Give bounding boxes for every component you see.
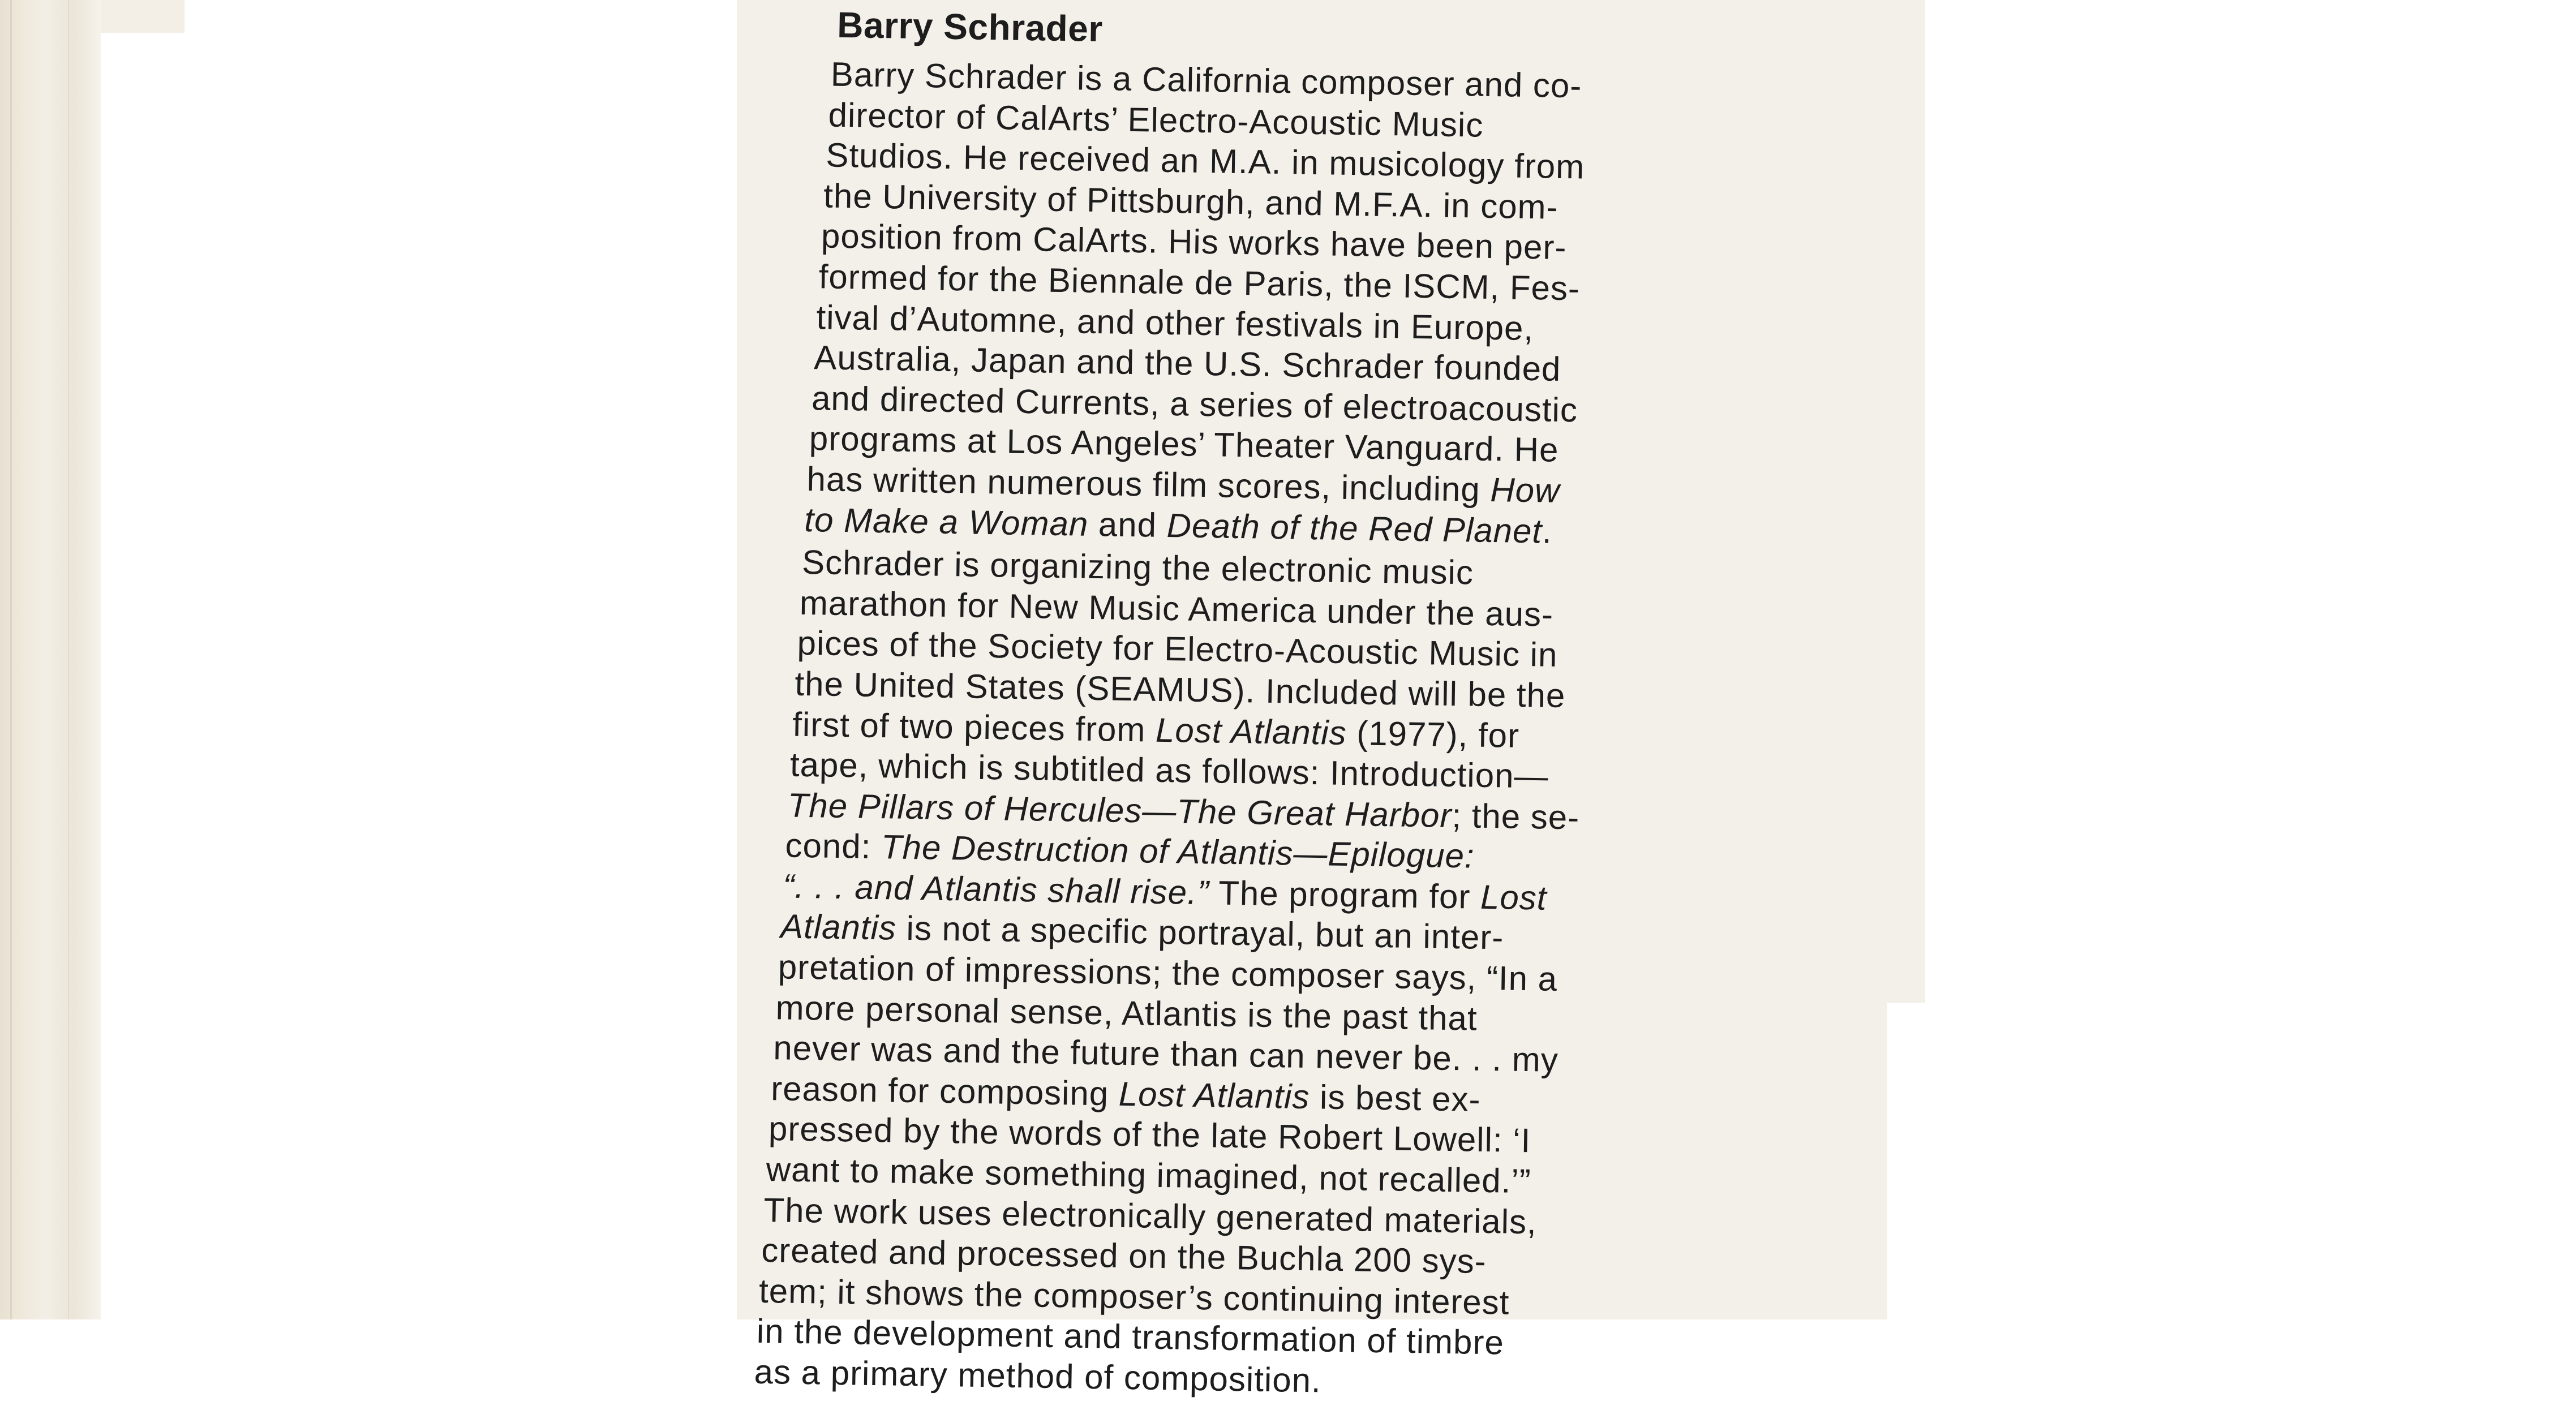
article (753, 0, 1907, 1410)
paragraph (753, 541, 1898, 1410)
paragraph-line: has written numerous film scores, including How (806, 459, 1560, 510)
paragraph-line: in the development and transformation of timbre (756, 1312, 1505, 1362)
paragraph-line: tival d’Automne, and other festivals in Europe, (816, 298, 1534, 347)
paragraph-line: more personal sense, Atlantis is the past that (775, 988, 1478, 1038)
article-body (753, 53, 1906, 1410)
paragraph-line: Studios. He received an M.A. in musicology from (825, 136, 1585, 186)
paragraph-line: to Make a Woman and Death of the Red Planet. (804, 500, 1553, 551)
paragraph-line: never was and the future than can never be. . . my (772, 1029, 1559, 1080)
paragraph-line: tem; it shows the composer’s continuing interest (758, 1271, 1510, 1322)
paragraph-line: pressed by the words of the late Robert Lowell: ‘I (768, 1110, 1531, 1160)
paragraph-line: cond: The Destruction of Atlantis—Epilogue: (785, 826, 1475, 875)
paragraph-line: formed for the Biennale de Paris, the ISCM, Fes- (818, 257, 1581, 308)
paragraph-line: want to make something imagined, not recalled.’” (766, 1150, 1532, 1201)
paragraph (767, 53, 1906, 557)
paragraph-line: the United States (SEAMUS). Included will be the (795, 664, 1566, 715)
paragraph-line: as a primary method of composition. (754, 1352, 1322, 1400)
article-title: Barry Schrader (836, 4, 1104, 50)
paragraph-line: reason for composing Lost Atlantis is best ex- (770, 1069, 1482, 1119)
paragraph-line: director of CalArts’ Electro-Acoustic Music (828, 96, 1484, 144)
paragraph-line: The Pillars of Hercules—The Great Harbor; the se- (787, 786, 1580, 837)
paragraph-line: the University of Pittsburgh, and M.F.A. in com- (823, 177, 1559, 226)
paragraph-line: Atlantis is not a specific portrayal, but an inter- (780, 907, 1504, 957)
paragraph-line: pices of the Society for Electro-Acoustic Music in (797, 624, 1558, 674)
paragraph-line: Barry Schrader is a California composer and co- (830, 55, 1582, 105)
paragraph-line: tape, which is subtitled as follows: Introduction— (789, 745, 1549, 796)
page-binding-edge (0, 0, 101, 1319)
paragraph-line: pretation of impressions; the composer says, “In a (778, 948, 1558, 998)
paragraph-line: programs at Los Angeles’ Theater Vanguard. He (809, 419, 1559, 470)
paragraph-line: created and processed on the Buchla 200 sys- (761, 1231, 1487, 1281)
paragraph-line: The work uses electronically generated materials, (763, 1190, 1538, 1241)
paragraph-line: first of two pieces from Lost Atlantis (1977), for (792, 705, 1520, 755)
paragraph-line: and directed Currents, a series of electroacoustic (811, 379, 1578, 429)
paragraph-line: Schrader is organizing the electronic music (801, 543, 1474, 592)
paragraph-line: position from CalArts. His works have been per- (821, 217, 1567, 267)
paper-scrap (101, 0, 184, 33)
paragraph-line: Australia, Japan and the U.S. Schrader founded (813, 338, 1561, 389)
paragraph-line: “. . . and Atlantis shall rise.” The program for Lost (782, 867, 1548, 917)
paragraph-line: marathon for New Music America under the aus- (799, 583, 1554, 634)
